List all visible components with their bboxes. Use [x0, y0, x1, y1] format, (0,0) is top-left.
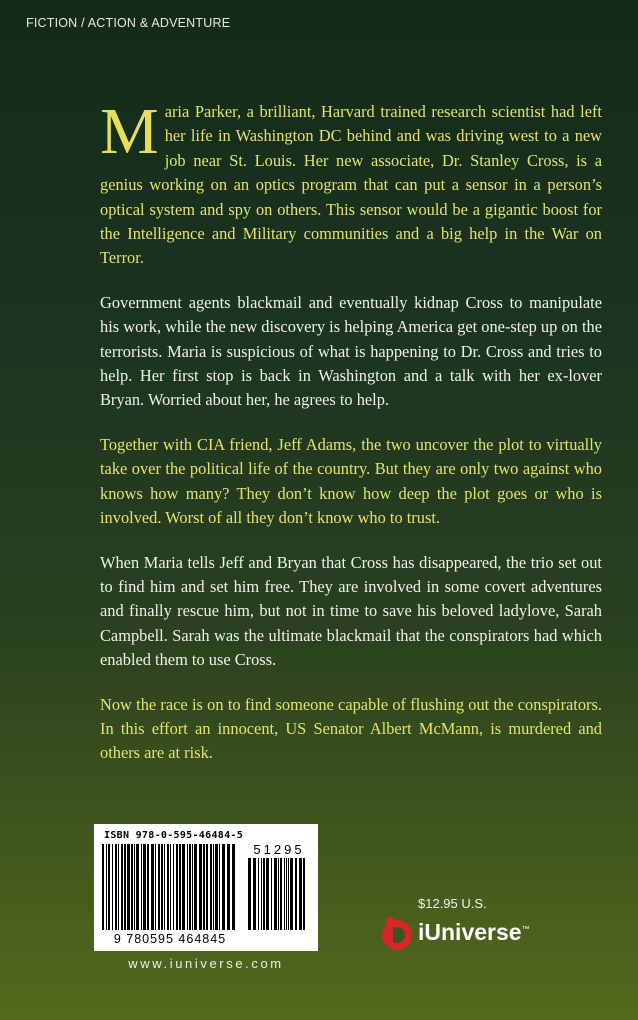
blurb-paragraph-3: Together with CIA friend, Jeff Adams, the two uncover the plot to virtually take over the political life of the country. But they are only two against who knows how many? They don’t know how deep the plot goes or who is involved. Worst of all they don’t know who to trust.: [100, 434, 602, 528]
iuniverse-wordmark: iUniverse™: [418, 919, 530, 945]
drop-cap: M: [100, 95, 159, 168]
barcode-box: [94, 824, 318, 951]
blurb-paragraph-1-text: aria Parker, a brilliant, Harvard trained research scientist had left her life in Washington DC behind and was driving west to a new job near St. Louis. Her new associate, Dr. Stanley Cross, is a genius working on an optics program that can put a sensor in a person’s optical system and spy on others. This sensor would be a gigantic boost for the Intelligence and Military communities and a big help in the War on Terror.: [100, 102, 602, 268]
isbn-label: ISBN 978-0-595-46484-5: [104, 830, 244, 841]
addon-barcode: [246, 858, 312, 930]
blurb-paragraph-5: Now the race is on to find someone capable of flushing out the conspirators. In this effort an innocent, US Senator Albert McMann, is murdered and others are at risk.: [100, 694, 602, 763]
blurb-paragraph-1: [100, 95, 602, 271]
barcode-addon-number: 51295: [253, 842, 305, 857]
blurb-paragraph-4: When Maria tells Jeff and Bryan that Cross has disappeared, the trio set out to find him and set him free. They are involved in some covert adventures and finally rescue him, but not in time to save his beloved ladylove, Sarah Campbell. Sarah was the ultimate blackmail that the conspirators had which enabled them to use Cross.: [100, 552, 602, 670]
blurb-paragraph-2: Government agents blackmail and eventually kidnap Cross to manipulate his work, while the new discovery is helping America get one-step up on the terrorists. Maria is suspicious of what is happening to Dr. Cross and tries to help. Her first stop is back in Washington and a talk with her ex-lover Bryan. Worried about her, he agrees to help.: [100, 292, 602, 410]
back-cover-blurb: [100, 95, 602, 786]
price: $12.95 U.S.: [418, 896, 487, 911]
isbn-barcode: [100, 844, 242, 930]
iuniverse-logo-icon: [378, 914, 416, 952]
book-category: FICTION / ACTION & ADVENTURE: [26, 16, 231, 30]
publisher-website: www.iuniverse.com: [128, 956, 284, 971]
barcode-digits: 9 780595 464845: [113, 932, 227, 946]
